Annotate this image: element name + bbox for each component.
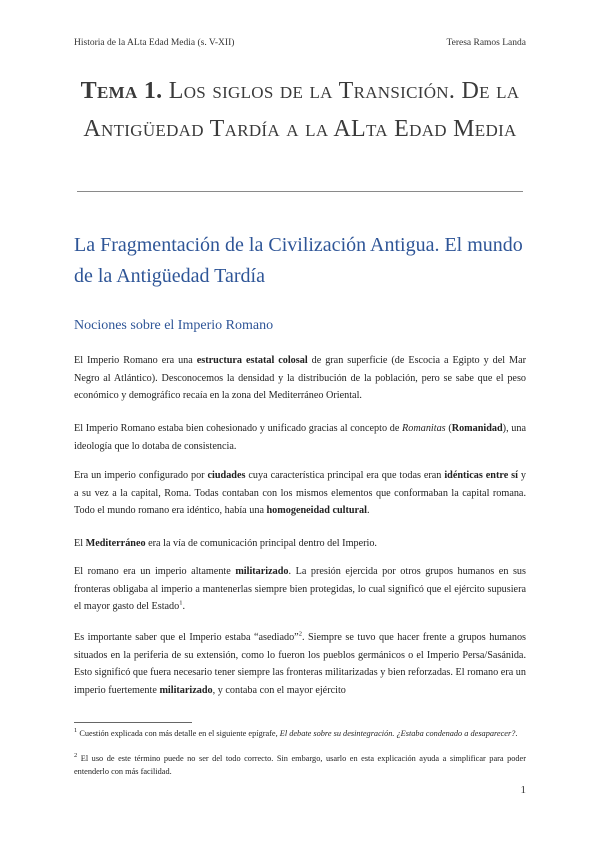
p4-text-c: era la vía de comunicación principal dentro del Imperio. — [145, 538, 377, 549]
tema-title-line2: Antigüedad Tardía a la ALta Edad Media — [83, 116, 517, 142]
p1-text-a: El Imperio Romano era una — [74, 355, 197, 366]
p3-text-e: y a su vez a la capital, Roma. Todas contaban con los mismos elementos que conformaban la capital romana. Todo el mundo romano era idéntico, había una — [74, 470, 526, 517]
p3-text-a: Era un imperio configurado por — [74, 470, 208, 481]
header-course-title: Historia de la ALta Edad Media (s. V-XII) — [74, 38, 235, 48]
p6-text-a: Es importante saber que el Imperio estaba “asediado” — [74, 632, 299, 643]
footnote-1-text-a: Cuestión explicada con más detalle en el siguiente epígrafe, — [77, 729, 280, 738]
section-title-line2: de la Antigüedad Tardía — [74, 265, 265, 287]
footnote-ref-1[interactable]: 1 — [179, 599, 183, 607]
footnote-2 — [74, 753, 526, 778]
footnote-2-text: El uso de este término puede no ser del todo correcto. Sin embargo, usarlo en esta explicación ayuda a simplificar para poder entenderlo con más facilidad. — [74, 754, 526, 776]
paragraph-1 — [74, 352, 526, 405]
p3-bold-identicas: idénticas entre sí — [444, 470, 518, 481]
paragraph-4 — [74, 535, 526, 553]
p3-text-g: . — [366, 505, 370, 517]
footnote-1-italic-ref: El debate sobre su desintegración. ¿Estaba condenado a desaparecer? — [279, 729, 516, 738]
p5-bold-militarizado: militarizado — [235, 566, 289, 577]
title-divider — [77, 191, 523, 192]
paragraph-3 — [74, 467, 526, 520]
footnote-ref-2[interactable]: 2 — [298, 630, 302, 638]
tema-title-text: Los siglos de la Transición. De la — [162, 78, 520, 104]
p6-text-d: , y contaba con el mayor ejército — [212, 684, 346, 696]
p5-text-d: . — [182, 601, 186, 613]
p2-text-e: ), una ideología que lo dotaba de consistencia. — [74, 423, 526, 452]
p3-bold-ciudades: ciudades — [207, 470, 246, 481]
p5-text-c: . La presión ejercida por otros grupos humanos en sus fronteras obligaba al imperio a mantenerlas siempre bien protegidas, lo cual significó que el ejército supusiera el mayor gasto del Estado — [74, 566, 526, 613]
paragraph-5 — [74, 563, 526, 616]
p6-text-b: . Siempre se tuvo que hacer frente a grupos humanos situados en la periferia de su extensión, como lo fueron los pueblos germánicos o el Imperio Persa/Sasánida. Esto significó que fuera necesario tener siempre las fronteras militarizadas y bien reforzadas. El romano era un imperio fuertemente — [74, 632, 527, 696]
footnote-2-number: 2 — [74, 752, 78, 760]
tema-title-line1 — [60, 70, 540, 112]
p6-bold-militarizado: militarizado — [159, 684, 213, 696]
p2-text-c: ( — [445, 423, 452, 434]
p2-italic-term: Romanitas — [402, 423, 446, 434]
p1-bold-term: estructura estatal colosal — [196, 355, 308, 366]
subsection-title: Nociones sobre el Imperio Romano — [74, 318, 274, 333]
page-number: 1 — [520, 784, 526, 796]
p2-text-a: El Imperio Romano estaba bien cohesionado y unificado gracias al concepto de — [74, 423, 403, 434]
tema-number: Tema 1. — [80, 78, 163, 104]
paragraph-6 — [74, 629, 526, 699]
header-author: Teresa Ramos Landa — [446, 38, 526, 48]
p3-text-c: cuya característica principal era que todas eran — [245, 470, 445, 481]
footnote-1-number: 1 — [74, 727, 78, 735]
p3-bold-homogeneidad: homogeneidad cultural — [266, 505, 367, 517]
p4-bold-mediterraneo: Mediterráneo — [85, 538, 146, 549]
p1-text-c: de gran superficie (de Escocia a Egipto y del Mar Negro al Atlántico). Desconocemos la densidad y la distribución de la población, pero se sabe que el peso económico y demográfico recaía en la zona del Mediterráneo Oriental. — [74, 355, 527, 402]
p4-text-a: El — [74, 538, 86, 549]
section-title-line1: La Fragmentación de la Civilización Antigua. El mundo — [74, 234, 523, 256]
section-title — [74, 230, 534, 292]
footnote-1-text-c: . — [515, 729, 518, 738]
footnote-separator — [74, 722, 192, 723]
p2-bold-term: Romanidad — [451, 423, 503, 434]
p5-text-a: El romano era un imperio altamente — [74, 566, 236, 577]
paragraph-2 — [74, 420, 526, 455]
footnote-1 — [74, 728, 526, 741]
